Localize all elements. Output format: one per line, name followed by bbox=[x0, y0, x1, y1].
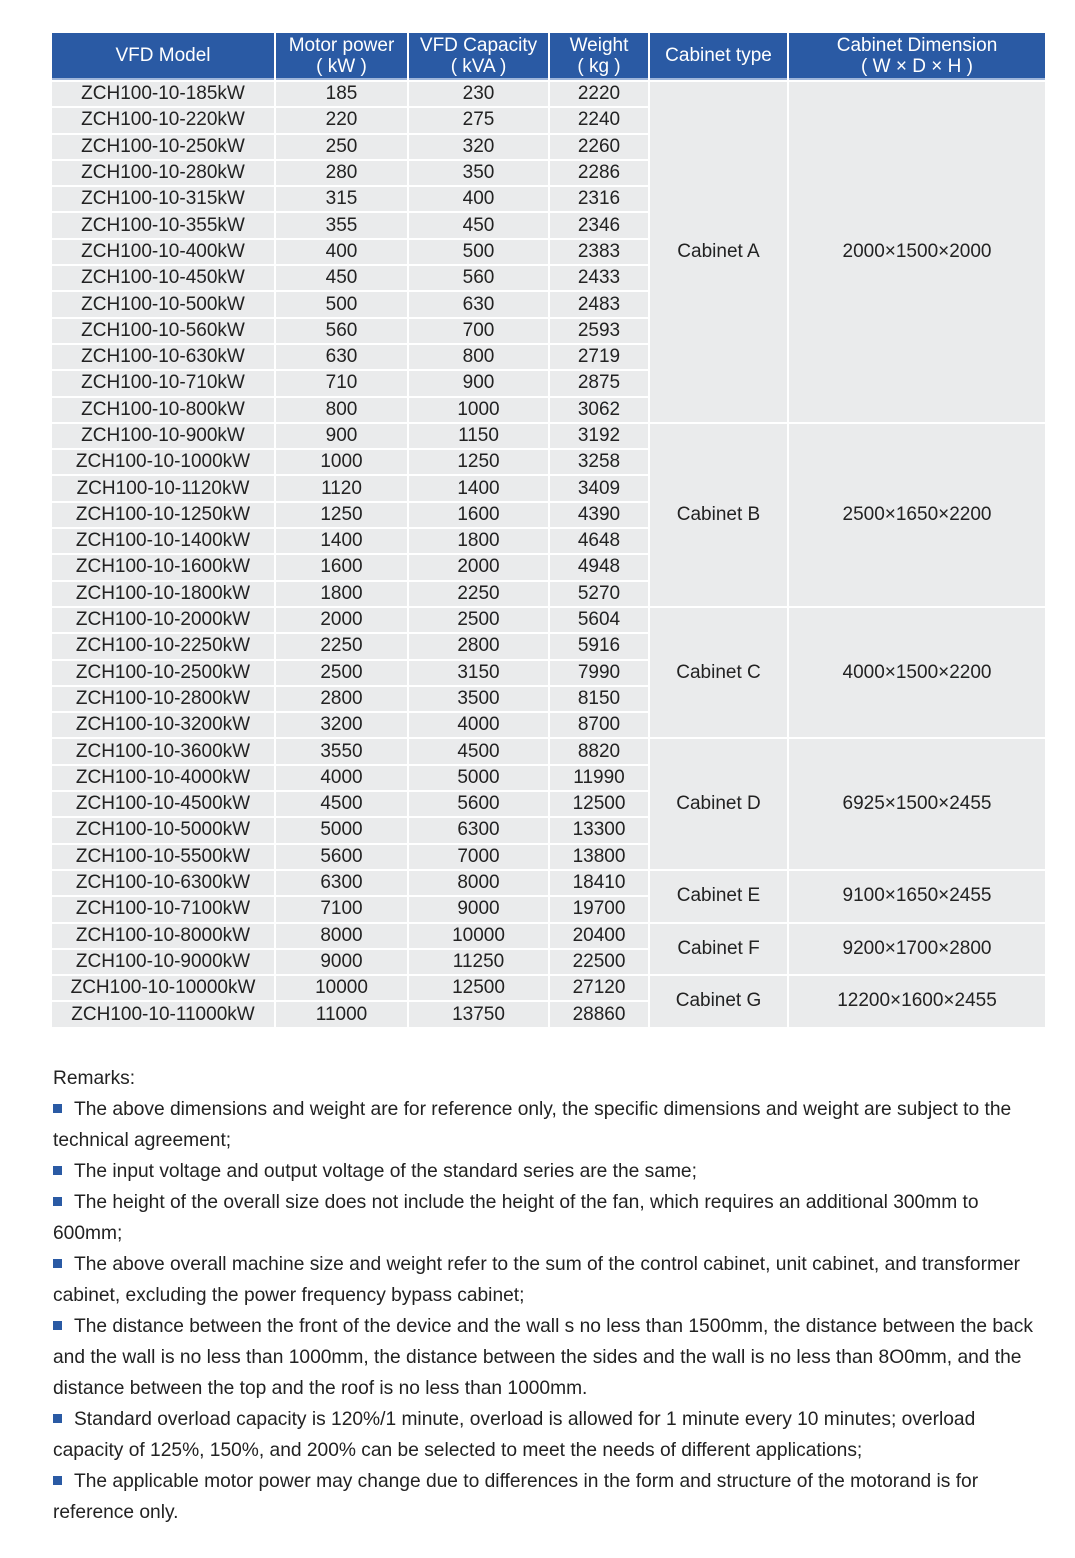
remarks-list bbox=[53, 1094, 1043, 1528]
vfd-capacity-cell: 5000 bbox=[409, 766, 548, 790]
weight-cell: 2286 bbox=[550, 161, 648, 185]
model-cell: ZCH100-10-315kW bbox=[52, 187, 274, 211]
motor-power-cell: 1000 bbox=[276, 450, 407, 474]
cabinet-dimension-cell: 9100×1650×2455 bbox=[789, 871, 1045, 922]
motor-power-cell: 1800 bbox=[276, 582, 407, 606]
weight-cell: 22500 bbox=[550, 950, 648, 974]
motor-power-cell: 10000 bbox=[276, 976, 407, 1000]
vfd-capacity-cell: 630 bbox=[409, 292, 548, 316]
square-bullet-icon bbox=[53, 1166, 62, 1175]
motor-power-cell: 7100 bbox=[276, 897, 407, 921]
model-cell: ZCH100-10-9000kW bbox=[52, 950, 274, 974]
square-bullet-icon bbox=[53, 1321, 62, 1330]
model-cell: ZCH100-10-450kW bbox=[52, 266, 274, 290]
motor-power-cell: 9000 bbox=[276, 950, 407, 974]
model-cell: ZCH100-10-280kW bbox=[52, 161, 274, 185]
motor-power-cell: 185 bbox=[276, 82, 407, 106]
table-row bbox=[52, 82, 1045, 106]
cabinet-dimension-cell: 6925×1500×2455 bbox=[789, 739, 1045, 868]
model-cell: ZCH100-10-1250kW bbox=[52, 503, 274, 527]
model-cell: ZCH100-10-1000kW bbox=[52, 450, 274, 474]
vfd-capacity-cell: 1800 bbox=[409, 529, 548, 553]
weight-cell: 2483 bbox=[550, 292, 648, 316]
weight-cell: 5270 bbox=[550, 582, 648, 606]
model-cell: ZCH100-10-220kW bbox=[52, 108, 274, 132]
motor-power-cell: 800 bbox=[276, 398, 407, 422]
weight-cell: 7990 bbox=[550, 661, 648, 685]
vfd-capacity-cell: 350 bbox=[409, 161, 548, 185]
motor-power-cell: 1600 bbox=[276, 555, 407, 579]
table-row bbox=[52, 976, 1045, 1000]
weight-cell: 3192 bbox=[550, 424, 648, 448]
vfd-capacity-cell: 5600 bbox=[409, 792, 548, 816]
remark-text: Standard overload capacity is 120%/1 minute, overload is allowed for 1 minute every 10 minutes; overload capacity of 125%, 150%, and 200% can be selected to meet the needs of different applications; bbox=[53, 1409, 976, 1461]
vfd-capacity-cell: 450 bbox=[409, 213, 548, 237]
vfd-capacity-cell: 560 bbox=[409, 266, 548, 290]
table-header-row bbox=[52, 33, 1045, 80]
vfd-capacity-cell: 12500 bbox=[409, 976, 548, 1000]
vfd-capacity-cell: 1000 bbox=[409, 398, 548, 422]
motor-power-cell: 11000 bbox=[276, 1002, 407, 1026]
model-cell: ZCH100-10-560kW bbox=[52, 319, 274, 343]
weight-cell: 4948 bbox=[550, 555, 648, 579]
remark-text: The applicable motor power may change due to differences in the form and structure of the motorand is for reference only. bbox=[53, 1471, 979, 1523]
model-cell: ZCH100-10-2000kW bbox=[52, 608, 274, 632]
vfd-capacity-cell: 10000 bbox=[409, 924, 548, 948]
vfd-capacity-cell: 700 bbox=[409, 319, 548, 343]
vfd-capacity-cell: 11250 bbox=[409, 950, 548, 974]
header-cabinet-dimension: Cabinet Dimension ( W × D × H ) bbox=[789, 33, 1045, 80]
model-cell: ZCH100-10-6300kW bbox=[52, 871, 274, 895]
vfd-capacity-cell: 1250 bbox=[409, 450, 548, 474]
table-row bbox=[52, 924, 1045, 948]
vfd-capacity-cell: 13750 bbox=[409, 1002, 548, 1026]
weight-cell: 4390 bbox=[550, 503, 648, 527]
vfd-capacity-cell: 2500 bbox=[409, 608, 548, 632]
model-cell: ZCH100-10-630kW bbox=[52, 345, 274, 369]
weight-cell: 3409 bbox=[550, 476, 648, 500]
vfd-capacity-cell: 8000 bbox=[409, 871, 548, 895]
remark-text: The above dimensions and weight are for reference only, the specific dimensions and weight are subject to the technical agreement; bbox=[53, 1099, 1012, 1151]
model-cell: ZCH100-10-1800kW bbox=[52, 582, 274, 606]
vfd-capacity-cell: 9000 bbox=[409, 897, 548, 921]
vfd-capacity-cell: 400 bbox=[409, 187, 548, 211]
model-cell: ZCH100-10-2500kW bbox=[52, 661, 274, 685]
remarks-title: Remarks: bbox=[53, 1068, 136, 1089]
header-vfd-capacity: VFD Capacity ( kVA ) bbox=[409, 33, 548, 80]
header-motor-power: Motor power ( kW ) bbox=[276, 33, 407, 80]
motor-power-cell: 630 bbox=[276, 345, 407, 369]
square-bullet-icon bbox=[53, 1259, 62, 1268]
motor-power-cell: 5600 bbox=[276, 845, 407, 869]
remark-text: The above overall machine size and weight refer to the sum of the control cabinet, unit cabinet, and transformer cabinet, excluding the power frequency bypass cabinet; bbox=[53, 1254, 1021, 1306]
motor-power-cell: 450 bbox=[276, 266, 407, 290]
weight-cell: 11990 bbox=[550, 766, 648, 790]
motor-power-cell: 4500 bbox=[276, 792, 407, 816]
motor-power-cell: 8000 bbox=[276, 924, 407, 948]
weight-cell: 3258 bbox=[550, 450, 648, 474]
vfd-capacity-cell: 3150 bbox=[409, 661, 548, 685]
weight-cell: 2346 bbox=[550, 213, 648, 237]
motor-power-cell: 500 bbox=[276, 292, 407, 316]
weight-cell: 19700 bbox=[550, 897, 648, 921]
vfd-capacity-cell: 2800 bbox=[409, 634, 548, 658]
cabinet-dimension-cell: 12200×1600×2455 bbox=[789, 976, 1045, 1027]
weight-cell: 18410 bbox=[550, 871, 648, 895]
weight-cell: 2383 bbox=[550, 240, 648, 264]
model-cell: ZCH100-10-11000kW bbox=[52, 1002, 274, 1026]
motor-power-cell: 1120 bbox=[276, 476, 407, 500]
model-cell: ZCH100-10-7100kW bbox=[52, 897, 274, 921]
weight-cell: 5604 bbox=[550, 608, 648, 632]
vfd-capacity-cell: 6300 bbox=[409, 818, 548, 842]
motor-power-cell: 2800 bbox=[276, 687, 407, 711]
cabinet-type-cell: Cabinet D bbox=[650, 739, 787, 868]
motor-power-cell: 2000 bbox=[276, 608, 407, 632]
vfd-capacity-cell: 1150 bbox=[409, 424, 548, 448]
vfd-capacity-cell: 320 bbox=[409, 135, 548, 159]
motor-power-cell: 3550 bbox=[276, 739, 407, 763]
vfd-capacity-cell: 7000 bbox=[409, 845, 548, 869]
weight-cell: 2593 bbox=[550, 319, 648, 343]
motor-power-cell: 6300 bbox=[276, 871, 407, 895]
vfd-capacity-cell: 4500 bbox=[409, 739, 548, 763]
model-cell: ZCH100-10-5000kW bbox=[52, 818, 274, 842]
weight-cell: 8820 bbox=[550, 739, 648, 763]
cabinet-type-cell: Cabinet F bbox=[650, 924, 787, 975]
weight-cell: 2875 bbox=[550, 371, 648, 395]
cabinet-dimension-cell: 2500×1650×2200 bbox=[789, 424, 1045, 606]
motor-power-cell: 250 bbox=[276, 135, 407, 159]
cabinet-type-cell: Cabinet A bbox=[650, 82, 787, 422]
remark-item bbox=[53, 1094, 1043, 1156]
table-body bbox=[52, 82, 1045, 1027]
motor-power-cell: 280 bbox=[276, 161, 407, 185]
weight-cell: 8150 bbox=[550, 687, 648, 711]
model-cell: ZCH100-10-710kW bbox=[52, 371, 274, 395]
weight-cell: 2220 bbox=[550, 82, 648, 106]
vfd-capacity-cell: 2250 bbox=[409, 582, 548, 606]
model-cell: ZCH100-10-900kW bbox=[52, 424, 274, 448]
header-weight: Weight ( kg ) bbox=[550, 33, 648, 80]
model-cell: ZCH100-10-250kW bbox=[52, 135, 274, 159]
remark-item bbox=[53, 1156, 1043, 1187]
cabinet-type-cell: Cabinet C bbox=[650, 608, 787, 737]
vfd-spec-table bbox=[50, 31, 1047, 1029]
remark-item bbox=[53, 1466, 1043, 1528]
weight-cell: 12500 bbox=[550, 792, 648, 816]
vfd-capacity-cell: 1400 bbox=[409, 476, 548, 500]
model-cell: ZCH100-10-355kW bbox=[52, 213, 274, 237]
header-vfd-model: VFD Model bbox=[52, 33, 274, 80]
weight-cell: 5916 bbox=[550, 634, 648, 658]
motor-power-cell: 400 bbox=[276, 240, 407, 264]
cabinet-type-cell: Cabinet G bbox=[650, 976, 787, 1027]
weight-cell: 2240 bbox=[550, 108, 648, 132]
model-cell: ZCH100-10-1600kW bbox=[52, 555, 274, 579]
square-bullet-icon bbox=[53, 1414, 62, 1423]
cabinet-dimension-cell: 9200×1700×2800 bbox=[789, 924, 1045, 975]
cabinet-type-cell: Cabinet B bbox=[650, 424, 787, 606]
model-cell: ZCH100-10-4500kW bbox=[52, 792, 274, 816]
motor-power-cell: 1400 bbox=[276, 529, 407, 553]
weight-cell: 3062 bbox=[550, 398, 648, 422]
model-cell: ZCH100-10-1400kW bbox=[52, 529, 274, 553]
motor-power-cell: 355 bbox=[276, 213, 407, 237]
weight-cell: 4648 bbox=[550, 529, 648, 553]
vfd-capacity-cell: 900 bbox=[409, 371, 548, 395]
weight-cell: 27120 bbox=[550, 976, 648, 1000]
vfd-capacity-cell: 1600 bbox=[409, 503, 548, 527]
remark-text: The height of the overall size does not include the height of the fan, which requires an additional 300mm to 600mm; bbox=[53, 1192, 979, 1244]
weight-cell: 13800 bbox=[550, 845, 648, 869]
remark-item bbox=[53, 1187, 1043, 1249]
vfd-capacity-cell: 2000 bbox=[409, 555, 548, 579]
motor-power-cell: 560 bbox=[276, 319, 407, 343]
table-row bbox=[52, 424, 1045, 448]
table-row bbox=[52, 739, 1045, 763]
motor-power-cell: 3200 bbox=[276, 713, 407, 737]
motor-power-cell: 900 bbox=[276, 424, 407, 448]
model-cell: ZCH100-10-10000kW bbox=[52, 976, 274, 1000]
vfd-capacity-cell: 230 bbox=[409, 82, 548, 106]
model-cell: ZCH100-10-185kW bbox=[52, 82, 274, 106]
weight-cell: 13300 bbox=[550, 818, 648, 842]
square-bullet-icon bbox=[53, 1104, 62, 1113]
vfd-capacity-cell: 3500 bbox=[409, 687, 548, 711]
remark-text: The distance between the front of the device and the wall s no less than 1500mm, the distance between the back and the wall is no less than 1000mm, the distance between the sides and the wall is no less than 8O0mm, and the distance between the top and the roof is no less than 1000mm. bbox=[53, 1316, 1033, 1399]
motor-power-cell: 2500 bbox=[276, 661, 407, 685]
model-cell: ZCH100-10-400kW bbox=[52, 240, 274, 264]
cabinet-dimension-cell: 4000×1500×2200 bbox=[789, 608, 1045, 737]
remark-item bbox=[53, 1249, 1043, 1311]
model-cell: ZCH100-10-4000kW bbox=[52, 766, 274, 790]
remark-text: The input voltage and output voltage of the standard series are the same; bbox=[74, 1161, 697, 1182]
motor-power-cell: 710 bbox=[276, 371, 407, 395]
remark-item bbox=[53, 1311, 1043, 1404]
weight-cell: 2719 bbox=[550, 345, 648, 369]
model-cell: ZCH100-10-1120kW bbox=[52, 476, 274, 500]
model-cell: ZCH100-10-3200kW bbox=[52, 713, 274, 737]
weight-cell: 28860 bbox=[550, 1002, 648, 1026]
cabinet-dimension-cell: 2000×1500×2000 bbox=[789, 82, 1045, 422]
motor-power-cell: 5000 bbox=[276, 818, 407, 842]
weight-cell: 20400 bbox=[550, 924, 648, 948]
weight-cell: 8700 bbox=[550, 713, 648, 737]
weight-cell: 2433 bbox=[550, 266, 648, 290]
motor-power-cell: 315 bbox=[276, 187, 407, 211]
vfd-capacity-cell: 275 bbox=[409, 108, 548, 132]
weight-cell: 2316 bbox=[550, 187, 648, 211]
weight-cell: 2260 bbox=[550, 135, 648, 159]
model-cell: ZCH100-10-5500kW bbox=[52, 845, 274, 869]
motor-power-cell: 4000 bbox=[276, 766, 407, 790]
remarks-section bbox=[53, 1063, 1043, 1528]
model-cell: ZCH100-10-3600kW bbox=[52, 739, 274, 763]
model-cell: ZCH100-10-2800kW bbox=[52, 687, 274, 711]
motor-power-cell: 1250 bbox=[276, 503, 407, 527]
square-bullet-icon bbox=[53, 1197, 62, 1206]
square-bullet-icon bbox=[53, 1476, 62, 1485]
cabinet-type-cell: Cabinet E bbox=[650, 871, 787, 922]
model-cell: ZCH100-10-800kW bbox=[52, 398, 274, 422]
vfd-capacity-cell: 800 bbox=[409, 345, 548, 369]
table-row bbox=[52, 608, 1045, 632]
model-cell: ZCH100-10-500kW bbox=[52, 292, 274, 316]
header-cabinet-type: Cabinet type bbox=[650, 33, 787, 80]
motor-power-cell: 220 bbox=[276, 108, 407, 132]
table-row bbox=[52, 871, 1045, 895]
model-cell: ZCH100-10-8000kW bbox=[52, 924, 274, 948]
remark-item bbox=[53, 1404, 1043, 1466]
vfd-capacity-cell: 4000 bbox=[409, 713, 548, 737]
vfd-capacity-cell: 500 bbox=[409, 240, 548, 264]
model-cell: ZCH100-10-2250kW bbox=[52, 634, 274, 658]
motor-power-cell: 2250 bbox=[276, 634, 407, 658]
